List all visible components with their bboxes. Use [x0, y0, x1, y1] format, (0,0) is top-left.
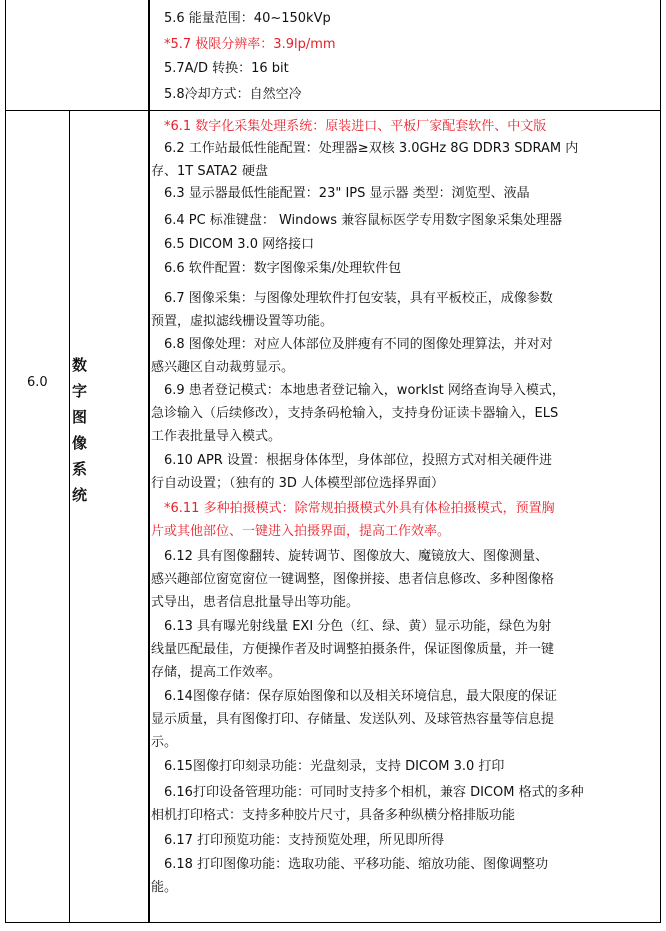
spec-paragraph-line: 显示质量，具有图像打印、存储量、发送队列、及球管热容量等信息提 — [151, 712, 555, 727]
spec-line-5-7-resolution: *5.7 极限分辨率：3.9lp/mm — [164, 37, 336, 52]
spec-paragraph-line: 工作表批量导入模式。 — [151, 429, 282, 444]
spec-paragraph-line: 6.10 APR 设置：根据身体体型，身体部位，投照方式对相关硬件进 — [164, 453, 552, 468]
spec-line-5-6: 5.6 能量范围：40~150kVp — [164, 11, 331, 26]
spec-paragraph-line: 能。 — [151, 880, 178, 895]
spec-paragraph-line: 行自动设置；（独有的 3D 人体模型部位选择界面） — [151, 476, 445, 491]
section-title-char: 像 — [72, 434, 88, 452]
spec-paragraph-line: 6.8 图像处理：对应人体部位及胖瘦有不同的图像处理算法，并对对 — [164, 337, 553, 352]
table-border-right — [660, 0, 661, 923]
spec-paragraph-line: 感兴趣区自动裁剪显示。 — [151, 360, 295, 375]
spec-paragraph-line: 6.2 工作站最低性能配置：处理器≥双核 3.0GHz 8G DDR3 SDRAM 内 — [164, 141, 579, 156]
spec-paragraph-line: 示。 — [151, 735, 178, 750]
spec-paragraph-line: 6.17 打印预览功能：支持预览处理，所见即所得 — [164, 833, 445, 848]
spec-paragraph-line: 6.4 PC 标准键盘： Windows 兼容鼠标医学专用数字图象采集处理器 — [164, 213, 563, 228]
spec-paragraph-line: 片或其他部位、一键进入拍摄界面，提高工作效率。 — [151, 524, 451, 539]
spec-line-5-8: 5.8冷却方式：自然空冷 — [164, 87, 302, 102]
row-divider — [5, 110, 661, 111]
spec-paragraph-line: 预置，虚拟滤线栅设置等功能。 — [151, 314, 334, 329]
spec-paragraph-line: 存、1T SATA2 硬盘 — [151, 164, 268, 179]
spec-paragraph-line: 6.16打印设备管理功能：可同时支持多个相机，兼容 DICOM 格式的多种 — [164, 785, 584, 800]
spec-paragraph-line: 急诊输入（后续修改），支持条码枪输入，支持身份证读卡器输入，ELS — [151, 406, 559, 421]
section-number: 6.0 — [27, 375, 48, 390]
spec-paragraph-line: 6.18 打印图像功能：选取功能、平移功能、缩放功能、图像调整功 — [164, 857, 549, 872]
spec-paragraph-line: 6.9 患者登记模式：本地患者登记输入，worklst 网络查询导入模式， — [164, 383, 565, 398]
spec-paragraph-line: 6.13 具有曝光射线量 EXI 分色（红、绿、黄）显示功能，绿色为射 — [164, 619, 552, 634]
table-border-bottom — [5, 922, 661, 923]
spec-paragraph-line: 6.3 显示器最低性能配置：23" IPS 显示器 类型：浏览型、液晶 — [164, 186, 530, 201]
spec-paragraph-line: 6.12 具有图像翻转、旋转调节、图像放大、魔镜放大、图像测量、 — [164, 549, 549, 564]
section-title-char: 系 — [72, 460, 88, 478]
spec-paragraph-line: 线量匹配最佳，方便操作者及时调整拍摄条件，保证图像质量，并一键 — [151, 642, 555, 657]
table-border-left — [5, 0, 6, 923]
spec-paragraph-line: 6.5 DICOM 3.0 网络接口 — [164, 237, 315, 252]
spec-paragraph-line: *6.11 多种拍摄模式：除常规拍摄模式外具有体检拍摄模式，预置胸 — [164, 501, 555, 516]
spec-paragraph-line: 感兴趣部位窗宽窗位一键调整，图像拼接、患者信息修改、多种图像格 — [151, 572, 555, 587]
section-title-char: 图 — [72, 408, 88, 426]
section-title-char: 统 — [72, 486, 88, 504]
spec-paragraph-line: 式导出，患者信息批量导出等功能。 — [151, 595, 360, 610]
section-title-char: 数 — [72, 356, 88, 374]
spec-paragraph-line: 6.7 图像采集：与图像处理软件打包安装，具有平板校正，成像参数 — [164, 291, 553, 306]
spec-paragraph-line: *6.1 数字化采集处理系统：原装进口、平板厂家配套软件、中文版 — [164, 119, 547, 134]
column-divider-2 — [148, 0, 150, 923]
spec-paragraph-line: 6.14图像存储：保存原始图像和以及相关环境信息，最大限度的保证 — [164, 689, 557, 704]
spec-paragraph-line: 6.15图像打印刻录功能：光盘刻录，支持 DICOM 3.0 打印 — [164, 759, 505, 774]
section-title-char: 字 — [72, 382, 88, 400]
column-divider-1 — [69, 110, 70, 923]
spec-line-5-7-ad: 5.7A/D 转换：16 bit — [164, 61, 289, 76]
spec-paragraph-line: 存储，提高工作效率。 — [151, 665, 282, 680]
spec-paragraph-line: 相机打印格式：支持多种胶片尺寸，具备多种纵横分格排版功能 — [151, 808, 516, 823]
spec-paragraph-line: 6.6 软件配置：数字图像采集/处理软件包 — [164, 261, 402, 276]
